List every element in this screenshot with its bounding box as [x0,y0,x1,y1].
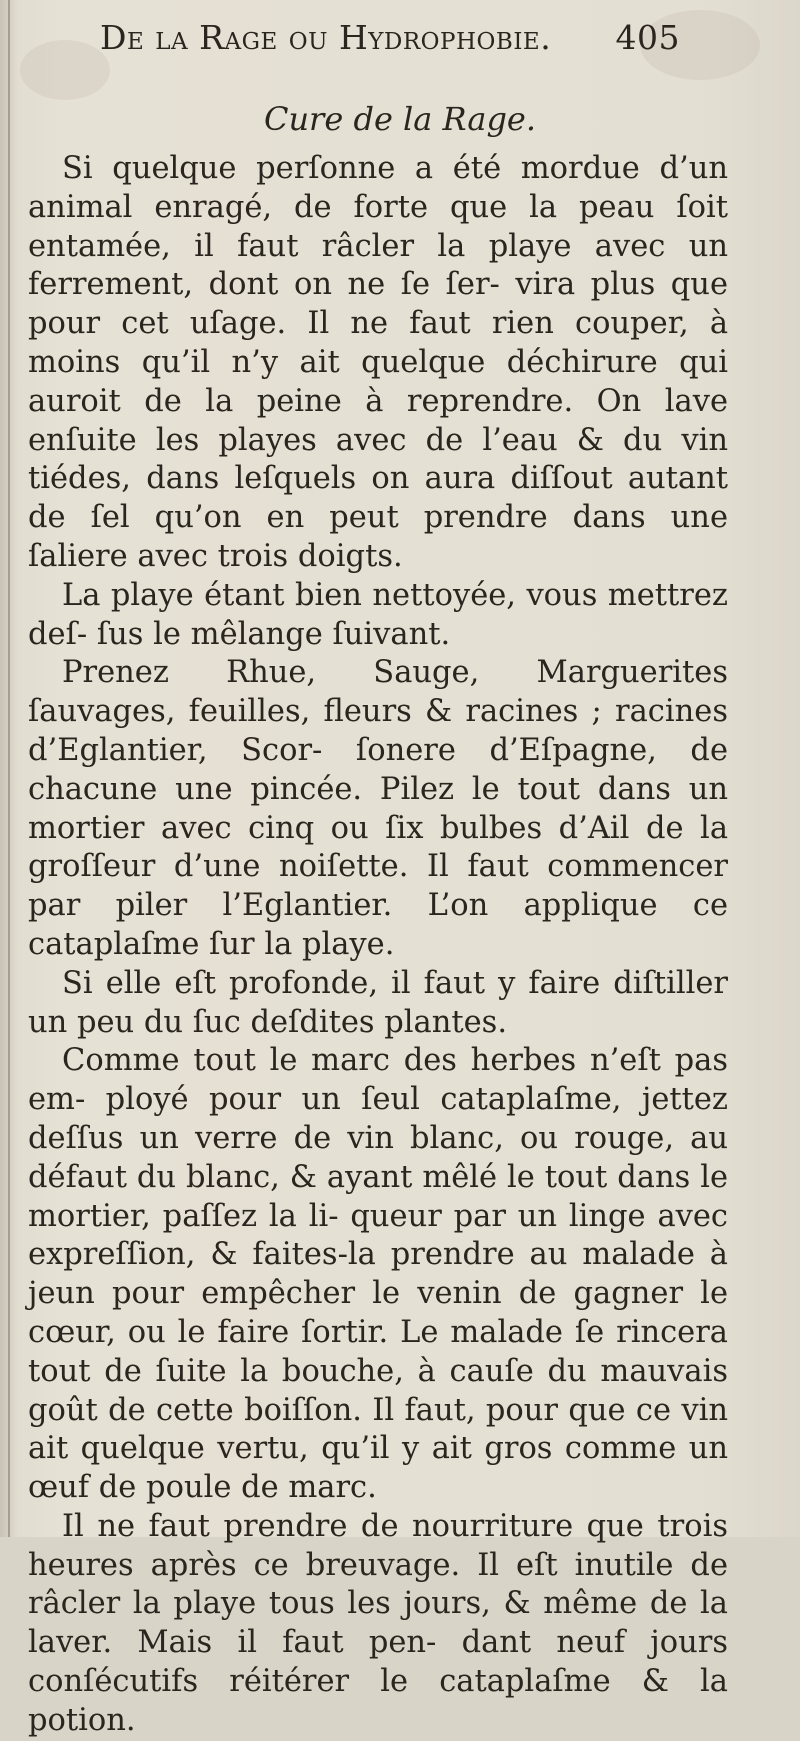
paper-stain [20,40,110,100]
paragraph: Si quelque perſonne a été mordue d’un animal enragé, de forte que la peau ſoit entamée, il faut râcler la playe avec un ferrement, dont on ne ſe ſer- vira plus que pour cet uſage. Il ne faut rien couper, à moins qu’il n’y ait quelque déchirure qui auroit de la peine à reprendre. On lave enſuite les playes avec de l’eau & du vin tiédes, dans leſquels on aura diſſout autant de ſel qu’on en peut prendre dans une ſaliere avec trois doigts. [28,151,728,574]
body-text [28,150,728,1741]
paragraph: Il ne faut prendre de nourriture que trois heures après ce breuvage. Il eſt inutile de râcler la playe tous les jours, & même de la laver. Mais il faut pen- dant neuf jours conſécutifs réitérer le cataplaſme & la potion. [28,1508,728,1738]
paragraph: La playe étant bien nettoyée, vous mettrez deſ- ſus le mêlange ſuivant. [28,577,728,652]
paragraph: Prenez Rhue, Sauge, Marguerites ſauvages, feuilles, fleurs & racines ; racines d’Eglantier, Scor- ſonere d’Eſpagne, de chacune une pincée. Pilez le tout dans un mortier avec cinq ou ſix bulbes d’Ail de la groſſeur d’une noiſette. Il faut commencer par piler l’Eglantier. L’on applique ce cataplaſme ſur la playe. [28,655,728,962]
running-head-title: De la Rage ou Hydrophobie. [100,18,552,57]
page-gutter [8,0,10,1537]
page-number: 405 [615,18,680,57]
paragraph: Comme tout le marc des herbes n’eſt pas em- ployé pour un ſeul cataplaſme, jettez deſſus un verre de vin blanc, ou rouge, au défaut du blanc, & ayant mêlé le tout dans le mortier, paſſez la li- queur par un linge avec expreſſion, & faites-la prendre au malade à jeun pour empêcher le venin de gagner le cœur, ou le faire ſortir. Le malade ſe rincera tout de ſuite la bouche, à cauſe du mauvais goût de cette boiſſon. Il faut, pour que ce vin ait quelque vertu, qu’il y ait gros comme un œuf de poule de marc. [28,1043,728,1506]
section-title: Cure de la Rage. [263,100,537,138]
running-head [100,18,680,68]
paragraph: Si elle eſt profonde, il faut y faire diſtiller un peu du ſuc deſdites plantes. [28,965,728,1040]
